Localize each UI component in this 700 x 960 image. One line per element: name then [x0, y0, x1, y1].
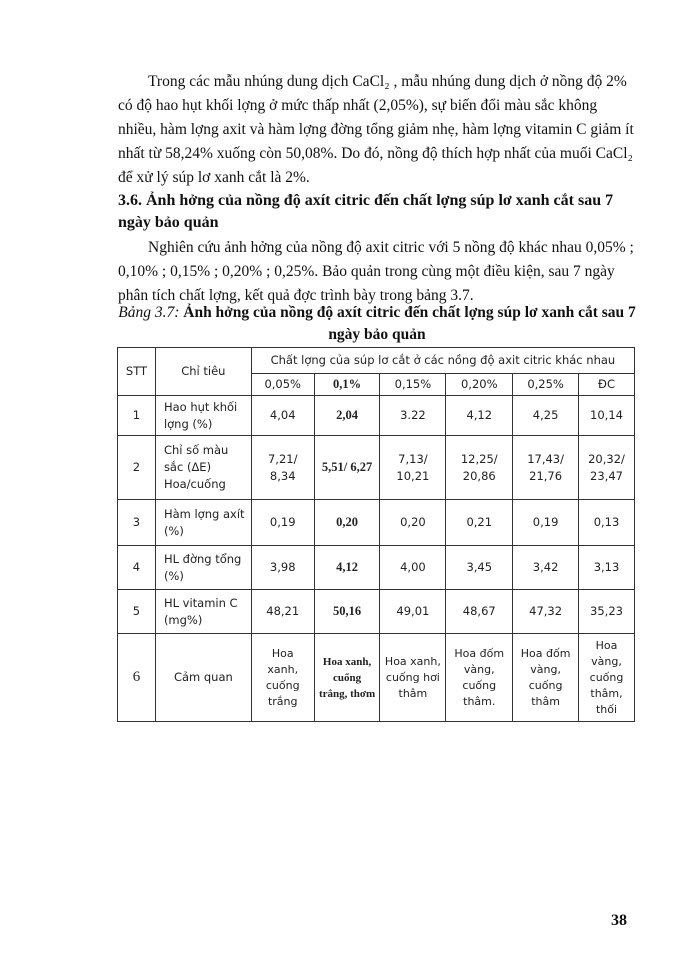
- results-table: [117, 347, 635, 722]
- table-cell: 4,12: [446, 396, 513, 436]
- table-cell: 4,00: [380, 546, 446, 590]
- table-cell: 7,13/ 10,21: [380, 436, 446, 500]
- row-stt: 2: [118, 436, 156, 500]
- table-cell: 50,16: [314, 590, 380, 634]
- table-row: [118, 396, 635, 436]
- header-concentration: 0,05%: [251, 374, 314, 396]
- table-cell: 0,19: [513, 500, 579, 546]
- row-criteria: Cảm quan: [155, 634, 251, 722]
- header-concentration: 0,20%: [446, 374, 513, 396]
- header-concentration: 0,15%: [380, 374, 446, 396]
- row-stt: 5: [118, 590, 156, 634]
- table-cell: 49,01: [380, 590, 446, 634]
- header-concentration: 0,1%: [314, 374, 380, 396]
- table-cell: 3.22: [380, 396, 446, 436]
- table-cell: 0,20: [314, 500, 380, 546]
- row-criteria: HL vitamin C (mg%): [155, 590, 251, 634]
- table-cell: 0,20: [380, 500, 446, 546]
- header-concentration: 0,25%: [513, 374, 579, 396]
- table-cell: 35,23: [579, 590, 635, 634]
- table-cell: 0,13: [579, 500, 635, 546]
- table-row: [118, 436, 635, 500]
- section-heading: 3.6. Ảnh hởng của nồng độ axít citric đến chất lợng súp lơ xanh cắt sau 7 ngày bảo quản: [118, 192, 614, 231]
- paragraph-1: Trong các mẫu nhúng dung dịch CaCl₂ , mẫu nhúng dung dịch ở nồng độ 2% có độ hao hụt khối lợng ở mức thấp nhất (2,05%), sự biến đổi màu sắc không nhiều, hàm lợng axit và hàm lợng đờng tổng giảm nhẹ, hàm lợng vitamin C giảm ít nhất từ 58,24% xuống còn 50,08%. Do đó, nồng độ thích hợp nhất của muối CaCl₂ để xử lý súp lơ xanh cắt là 2%.: [118, 73, 634, 186]
- table-cell: 4,25: [513, 396, 579, 436]
- table-cell: 7,21/ 8,34: [251, 436, 314, 500]
- table-row: [118, 590, 635, 634]
- table-cell: 3,13: [579, 546, 635, 590]
- table-cell: Hoa xanh, cuống trắng, thơm: [314, 634, 380, 722]
- row-stt: 4: [118, 546, 156, 590]
- table-row: [118, 500, 635, 546]
- row-criteria: Hàm lợng axít (%): [155, 500, 251, 546]
- table-cell: 47,32: [513, 590, 579, 634]
- table-cell: Hoa vàng, cuống thâm, thối: [579, 634, 635, 722]
- table-row: [118, 546, 635, 590]
- table-cell: 20,32/ 23,47: [579, 436, 635, 500]
- header-concentration: ĐC: [579, 374, 635, 396]
- paragraph-2: Nghiên cứu ảnh hởng của nồng độ axit citric với 5 nồng độ khác nhau 0,05% ; 0,10% ; 0,15% ; 0,20% ; 0,25%. Bảo quản trong cùng một điều kiện, sau 7 ngày phân tích chất lợng, kết quả đợc trình bày trong bảng 3.7.: [118, 239, 634, 304]
- table-caption-label: Bảng 3.7:: [118, 304, 180, 321]
- table-cell: 10,14: [579, 396, 635, 436]
- table-cell: 48,67: [446, 590, 513, 634]
- row-stt: 3: [118, 500, 156, 546]
- table-cell: Hoa đốm vàng, cuống thâm.: [446, 634, 513, 722]
- table-cell: 3,98: [251, 546, 314, 590]
- row-stt: 1: [118, 396, 156, 436]
- header-stt: STT: [118, 348, 156, 396]
- table-cell: Hoa xanh, cuống hơi thâm: [380, 634, 446, 722]
- table-cell: Hoa đốm vàng, cuống thâm: [513, 634, 579, 722]
- table-cell: 12,25/ 20,86: [446, 436, 513, 500]
- row-criteria: Chỉ số màu sắc (ΔE) Hoa/cuống: [155, 436, 251, 500]
- table-cell: 0,19: [251, 500, 314, 546]
- table-caption: [118, 302, 636, 346]
- table-caption-title: Ảnh hởng của nồng độ axít citric đến chất lợng súp lơ xanh cắt sau 7 ngày bảo quản: [183, 304, 636, 343]
- page-number: 38: [611, 912, 627, 929]
- table-cell: 0,21: [446, 500, 513, 546]
- row-stt: 6: [118, 634, 156, 722]
- table-cell: 4,12: [314, 546, 380, 590]
- table-row: [118, 634, 635, 722]
- table-cell: 3,42: [513, 546, 579, 590]
- table-cell: 17,43/ 21,76: [513, 436, 579, 500]
- table-cell: 2,04: [314, 396, 380, 436]
- table-cell: 5,51/ 6,27: [314, 436, 380, 500]
- row-criteria: HL đờng tổng (%): [155, 546, 251, 590]
- table-cell: 3,45: [446, 546, 513, 590]
- table-cell: 48,21: [251, 590, 314, 634]
- table-cell: 4,04: [251, 396, 314, 436]
- table-cell: Hoa xanh, cuống trắng: [251, 634, 314, 722]
- row-criteria: Hao hụt khối lợng (%): [155, 396, 251, 436]
- header-criteria: Chỉ tiêu: [155, 348, 251, 396]
- header-group: Chất lợng của súp lơ cắt ở các nồng độ axit citric khác nhau: [251, 348, 634, 374]
